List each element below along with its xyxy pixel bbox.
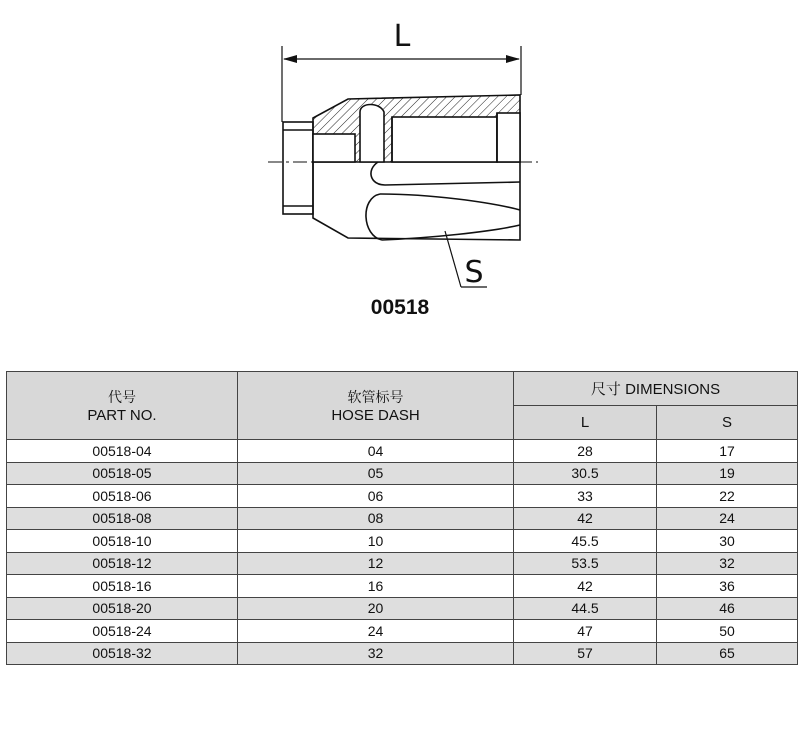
cell-l: 42 [514,575,657,598]
table-row [7,507,798,530]
cell-s: 36 [657,575,798,598]
cell-part-no: 00518-32 [7,642,238,665]
header-col-s: S [657,406,798,440]
cell-s: 32 [657,552,798,575]
table-row [7,642,798,665]
cell-l: 47 [514,620,657,643]
cell-l: 44.5 [514,597,657,620]
cell-hose-dash: 04 [238,440,514,463]
table-row [7,575,798,598]
cell-part-no: 00518-05 [7,462,238,485]
cell-hose-dash: 06 [238,485,514,508]
cell-s: 30 [657,530,798,553]
cell-hose-dash: 32 [238,642,514,665]
cell-part-no: 00518-16 [7,575,238,598]
fitting-body [283,95,520,240]
cell-l: 33 [514,485,657,508]
cell-s: 46 [657,597,798,620]
header-part-no-zh: 代号 [108,390,136,406]
header-col-l: L [514,406,657,440]
cell-part-no: 00518-08 [7,507,238,530]
cell-part-no: 00518-06 [7,485,238,508]
table-row [7,597,798,620]
table-row [7,462,798,485]
table-row [7,485,798,508]
header-part-no-en: PART NO. [87,407,157,424]
cell-l: 28 [514,440,657,463]
cell-part-no: 00518-24 [7,620,238,643]
header-hose-dash [238,372,514,440]
part-number-title: 00518 [370,296,430,319]
cell-s: 22 [657,485,798,508]
cell-s: 50 [657,620,798,643]
header-part-no [7,372,238,440]
cell-l: 30.5 [514,462,657,485]
header-hose-dash-zh: 软管标号 [347,390,404,406]
cell-l: 53.5 [514,552,657,575]
table-row [7,552,798,575]
cell-s: 65 [657,642,798,665]
cell-hose-dash: 16 [238,575,514,598]
cell-hose-dash: 08 [238,507,514,530]
cell-s: 24 [657,507,798,530]
dimension-l-label: L [393,19,411,54]
table-row [7,440,798,463]
cell-part-no: 00518-20 [7,597,238,620]
dimensions-table [6,371,798,665]
cell-hose-dash: 05 [238,462,514,485]
table-row [7,530,798,553]
cell-hose-dash: 20 [238,597,514,620]
cell-hose-dash: 12 [238,552,514,575]
table-row [7,620,798,643]
cell-hose-dash: 24 [238,620,514,643]
cell-part-no: 00518-10 [7,530,238,553]
cell-s: 19 [657,462,798,485]
cell-l: 42 [514,507,657,530]
cell-l: 57 [514,642,657,665]
cell-s: 17 [657,440,798,463]
fitting-technical-drawing [0,0,800,340]
cell-hose-dash: 10 [238,530,514,553]
cell-part-no: 00518-12 [7,552,238,575]
dimension-s-label: S [464,255,484,290]
cell-l: 45.5 [514,530,657,553]
cell-part-no: 00518-04 [7,440,238,463]
header-hose-dash-en: HOSE DASH [331,407,420,424]
header-dimensions: 尺寸 DIMENSIONS [514,372,798,406]
